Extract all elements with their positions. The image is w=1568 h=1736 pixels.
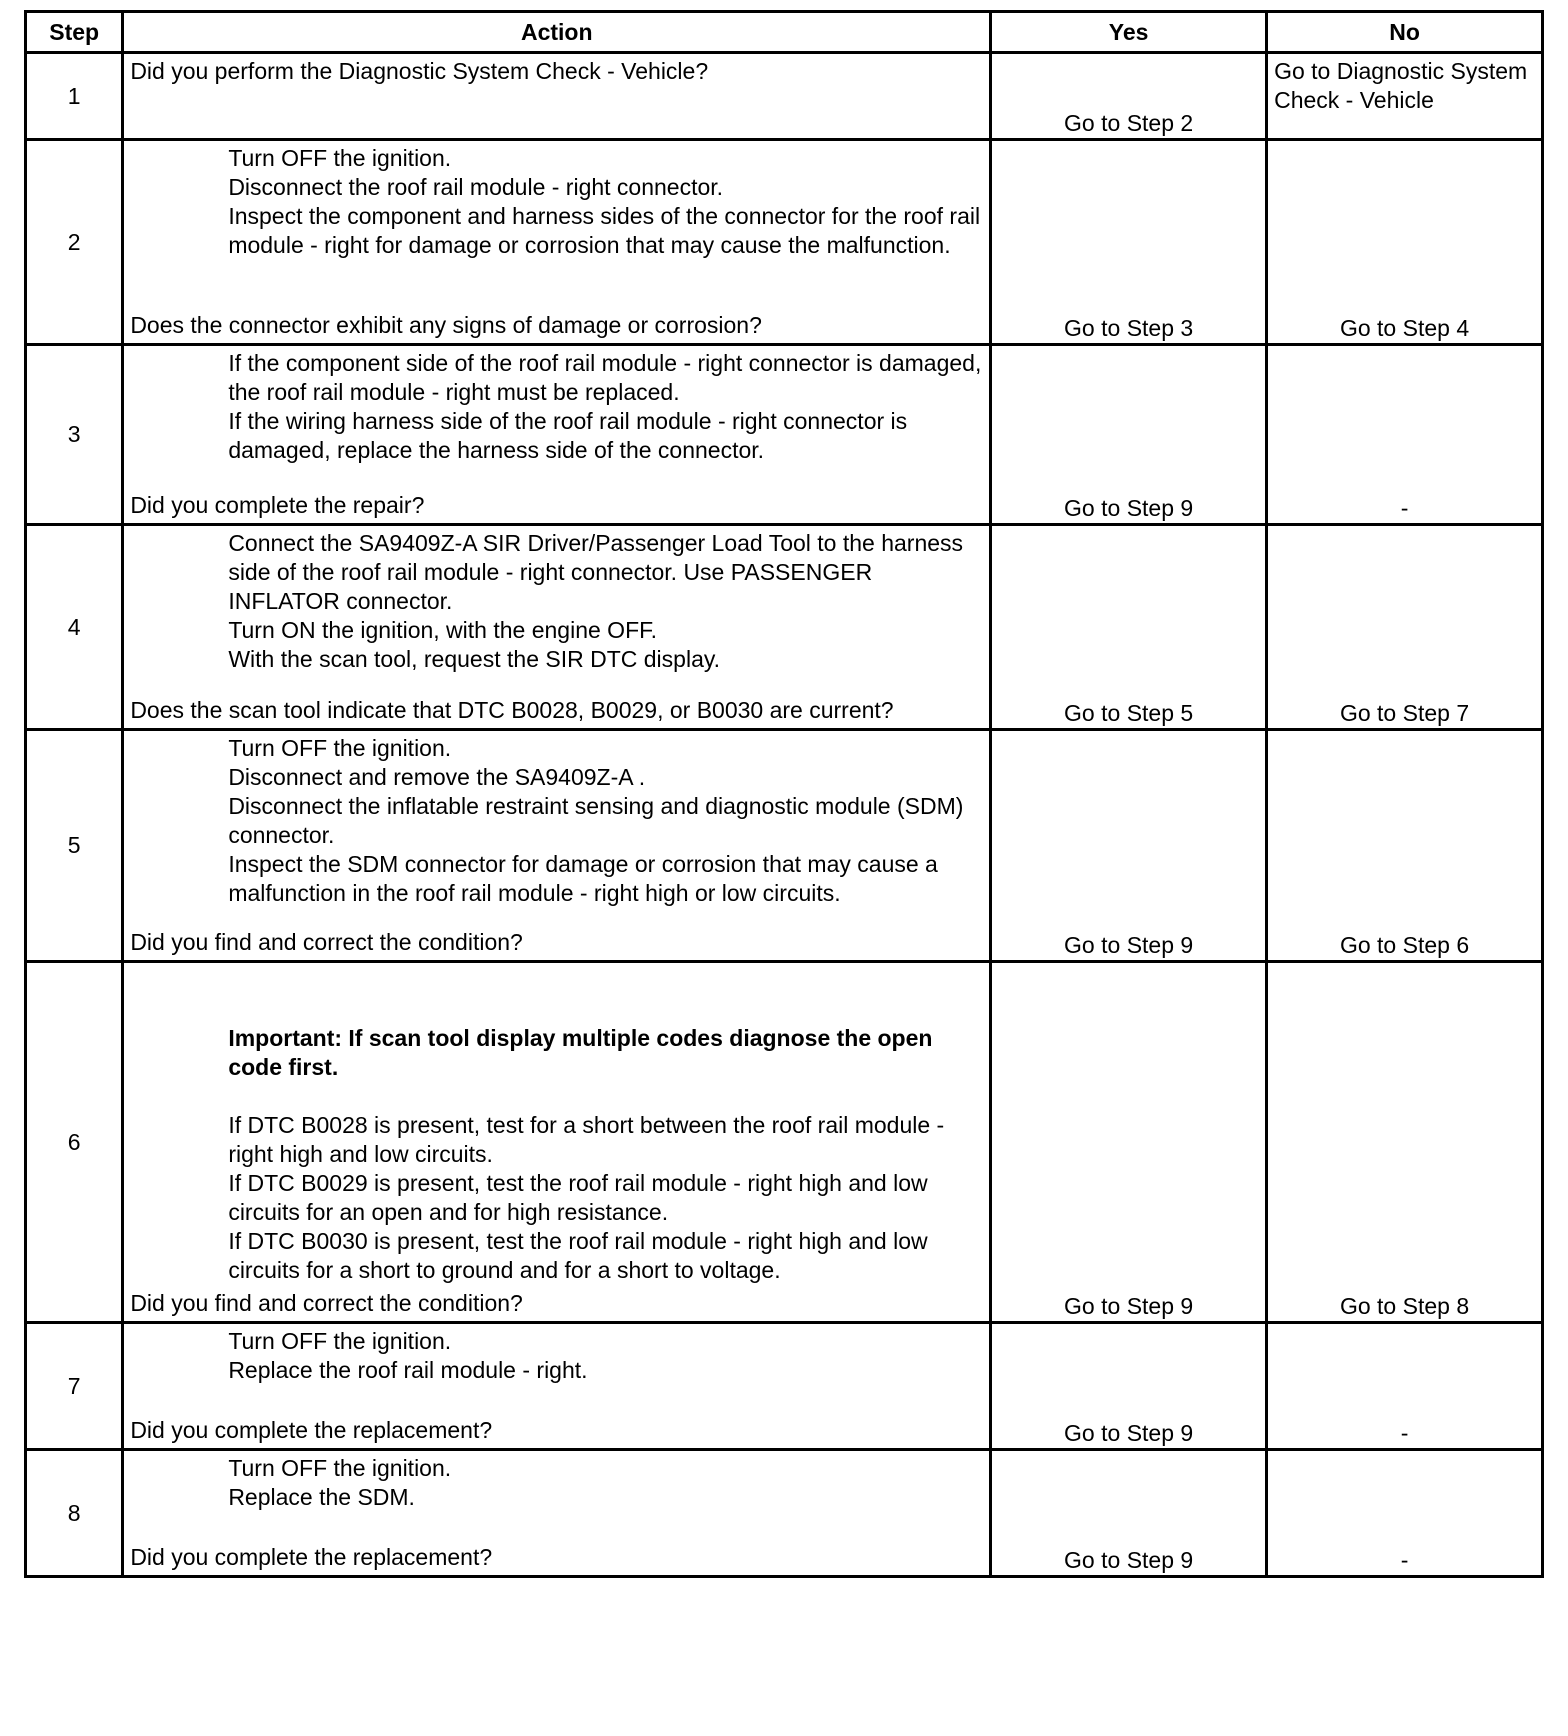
instruction-line: If the wiring harness side of the roof rail module - right connector is damaged, replace the harness side of the connector. — [228, 408, 908, 463]
yes-cell: Go to Step 2 — [991, 53, 1267, 140]
action-cell — [123, 962, 991, 1323]
no-cell: Go to Step 8 — [1267, 962, 1543, 1323]
important-note: Important: If scan tool display multiple codes diagnose the open code first. — [228, 1025, 933, 1080]
no-cell: - — [1267, 1450, 1543, 1577]
action-question: Did you perform the Diagnostic System Check - Vehicle? — [130, 58, 709, 84]
step-number: 8 — [26, 1450, 123, 1577]
instruction-line: Inspect the component and harness sides of the connector for the roof rail module - right for damage or corrosion that may cause the malfunction. — [228, 203, 981, 258]
instruction-line: Disconnect the roof rail module - right connector. — [228, 174, 724, 200]
yes-cell: Go to Step 9 — [991, 730, 1267, 962]
instruction-line: With the scan tool, request the SIR DTC display. — [228, 646, 721, 672]
table-row — [26, 140, 1543, 345]
step-number: 4 — [26, 525, 123, 730]
table-row — [26, 525, 1543, 730]
yes-cell: Go to Step 5 — [991, 525, 1267, 730]
table-row — [26, 962, 1543, 1323]
action-question: Did you complete the replacement? — [130, 1417, 493, 1443]
yes-cell: Go to Step 9 — [991, 1450, 1267, 1577]
header-no: No — [1267, 12, 1543, 53]
yes-cell: Go to Step 9 — [991, 1323, 1267, 1450]
action-cell — [123, 140, 991, 345]
header-yes: Yes — [991, 12, 1267, 53]
instruction-line: Turn OFF the ignition. — [228, 1455, 452, 1481]
table-row — [26, 345, 1543, 525]
no-cell: Go to Step 7 — [1267, 525, 1543, 730]
yes-cell: Go to Step 9 — [991, 345, 1267, 525]
instruction-line: Turn OFF the ignition. — [228, 145, 452, 171]
no-cell: - — [1267, 345, 1543, 525]
action-instructions — [124, 346, 989, 465]
step-number: 6 — [26, 962, 123, 1323]
step-number: 1 — [26, 53, 123, 140]
table-row — [26, 1323, 1543, 1450]
instruction-line: If the component side of the roof rail module - right connector is damaged, the roof rail module - right must be replaced. — [228, 350, 982, 405]
action-cell — [123, 1323, 991, 1450]
instruction-line: Turn OFF the ignition. — [228, 1328, 452, 1354]
yes-cell: Go to Step 3 — [991, 140, 1267, 345]
step-number: 5 — [26, 730, 123, 962]
action-cell — [123, 730, 991, 962]
yes-cell: Go to Step 9 — [991, 962, 1267, 1323]
action-cell — [123, 53, 991, 140]
instruction-line: If DTC B0030 is present, test the roof rail module - right high and low circuits for a short to ground and for a short to voltage. — [228, 1228, 928, 1283]
step-number: 7 — [26, 1323, 123, 1450]
action-instructions — [124, 963, 989, 1285]
action-question: Did you find and correct the condition? — [130, 1290, 523, 1316]
instruction-line: Replace the roof rail module - right. — [228, 1357, 588, 1383]
table-row — [26, 53, 1543, 140]
action-question: Does the scan tool indicate that DTC B0028, B0029, or B0030 are current? — [130, 697, 894, 723]
no-cell: Go to Diagnostic System Check - Vehicle — [1267, 53, 1543, 140]
no-cell: Go to Step 4 — [1267, 140, 1543, 345]
action-instructions — [124, 526, 989, 674]
instruction-line: Turn ON the ignition, with the engine OFF. — [228, 617, 658, 643]
action-question: Did you complete the replacement? — [130, 1544, 493, 1570]
action-question: Does the connector exhibit any signs of damage or corrosion? — [130, 312, 762, 338]
instruction-line: Disconnect the inflatable restraint sensing and diagnostic module (SDM) connector. — [228, 793, 964, 848]
action-cell — [123, 1450, 991, 1577]
no-cell: - — [1267, 1323, 1543, 1450]
table-header-row — [26, 12, 1543, 53]
action-question: Did you complete the repair? — [130, 492, 425, 518]
instruction-line: Disconnect and remove the SA9409Z-A . — [228, 764, 646, 790]
action-instructions — [124, 731, 989, 908]
header-action: Action — [123, 12, 991, 53]
diagnostic-table — [24, 10, 1544, 1578]
step-number: 2 — [26, 140, 123, 345]
action-cell — [123, 525, 991, 730]
action-cell — [123, 345, 991, 525]
instruction-line: Connect the SA9409Z-A SIR Driver/Passenger Load Tool to the harness side of the roof rail module - right connector. Use PASSENGER INFLATOR connector. — [228, 530, 964, 614]
instruction-line: If DTC B0029 is present, test the roof rail module - right high and low circuits for an open and for high resistance. — [228, 1170, 928, 1225]
instruction-line: If DTC B0028 is present, test for a short between the roof rail module - right high and low circuits. — [228, 1112, 945, 1167]
table-row — [26, 1450, 1543, 1577]
instruction-line: Inspect the SDM connector for damage or corrosion that may cause a malfunction in the roof rail module - right high or low circuits. — [228, 851, 938, 906]
table-row — [26, 730, 1543, 962]
action-instructions — [124, 1451, 989, 1512]
no-cell: Go to Step 6 — [1267, 730, 1543, 962]
action-instructions — [124, 141, 989, 260]
action-question: Did you find and correct the condition? — [130, 929, 523, 955]
instruction-line: Turn OFF the ignition. — [228, 735, 452, 761]
header-step: Step — [26, 12, 123, 53]
step-number: 3 — [26, 345, 123, 525]
action-instructions — [124, 1324, 989, 1385]
instruction-line: Replace the SDM. — [228, 1484, 415, 1510]
